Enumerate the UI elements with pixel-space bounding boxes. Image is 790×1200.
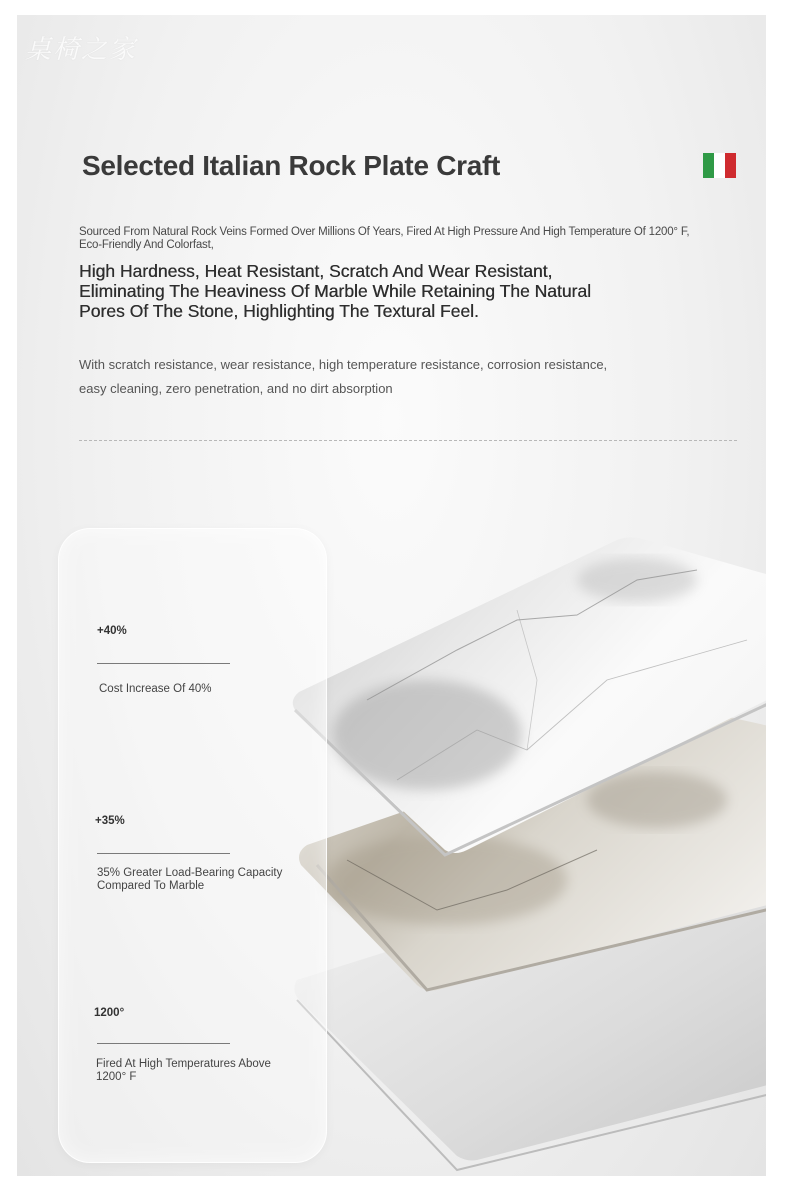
product-detail-page [17,15,766,1176]
stat-description-line-2: Compared To Marble [97,880,205,892]
flag-red-stripe [725,153,736,178]
headline-text [79,261,679,321]
headline-line-1: High Hardness, Heat Resistant, Scratch And Wear Resistant, [79,261,553,281]
intro-line-1: Sourced From Natural Rock Veins Formed Over Millions Of Years, Fired At High Pressure And High Temperature Of 1200° F, [79,226,690,238]
italy-flag-icon [703,153,736,178]
intro-line-2: Eco-Friendly And Colorfast, [79,239,214,251]
flag-white-stripe [714,153,725,178]
rock-slab-illustration [277,520,766,1176]
dashed-divider [79,440,737,441]
features-line-1: With scratch resistance, wear resistance, high temperature resistance, corrosion resistance, [79,357,608,372]
headline-line-2: Eliminating The Heaviness Of Marble While Retaining The Natural [79,281,591,301]
stats-card [58,528,327,1163]
features-line-2: easy cleaning, zero penetration, and no dirt absorption [79,381,393,396]
stat-value: +35% [95,815,125,827]
page-title: Selected Italian Rock Plate Craft [82,150,501,181]
stat-rule [97,853,230,854]
stat-description [99,683,299,696]
stat-value: 1200° [94,1007,125,1019]
intro-text [79,226,749,252]
stat-description-line-2: 1200° F [96,1071,137,1083]
stat-description [97,867,297,893]
stat-description-line-1: Cost Increase Of 40% [99,683,212,695]
stat-rule [97,663,230,664]
stat-description-line-1: Fired At High Temperatures Above [96,1058,271,1070]
flag-green-stripe [703,153,714,178]
stat-rule [97,1043,230,1044]
stat-description-line-1: 35% Greater Load-Bearing Capacity [97,867,283,879]
headline-line-3: Pores Of The Stone, Highlighting The Textural Feel. [79,301,479,321]
stat-description [96,1058,296,1084]
features-text [79,353,719,401]
watermark-logo: 桌椅之家 [25,35,138,65]
stat-value: +40% [97,625,127,637]
